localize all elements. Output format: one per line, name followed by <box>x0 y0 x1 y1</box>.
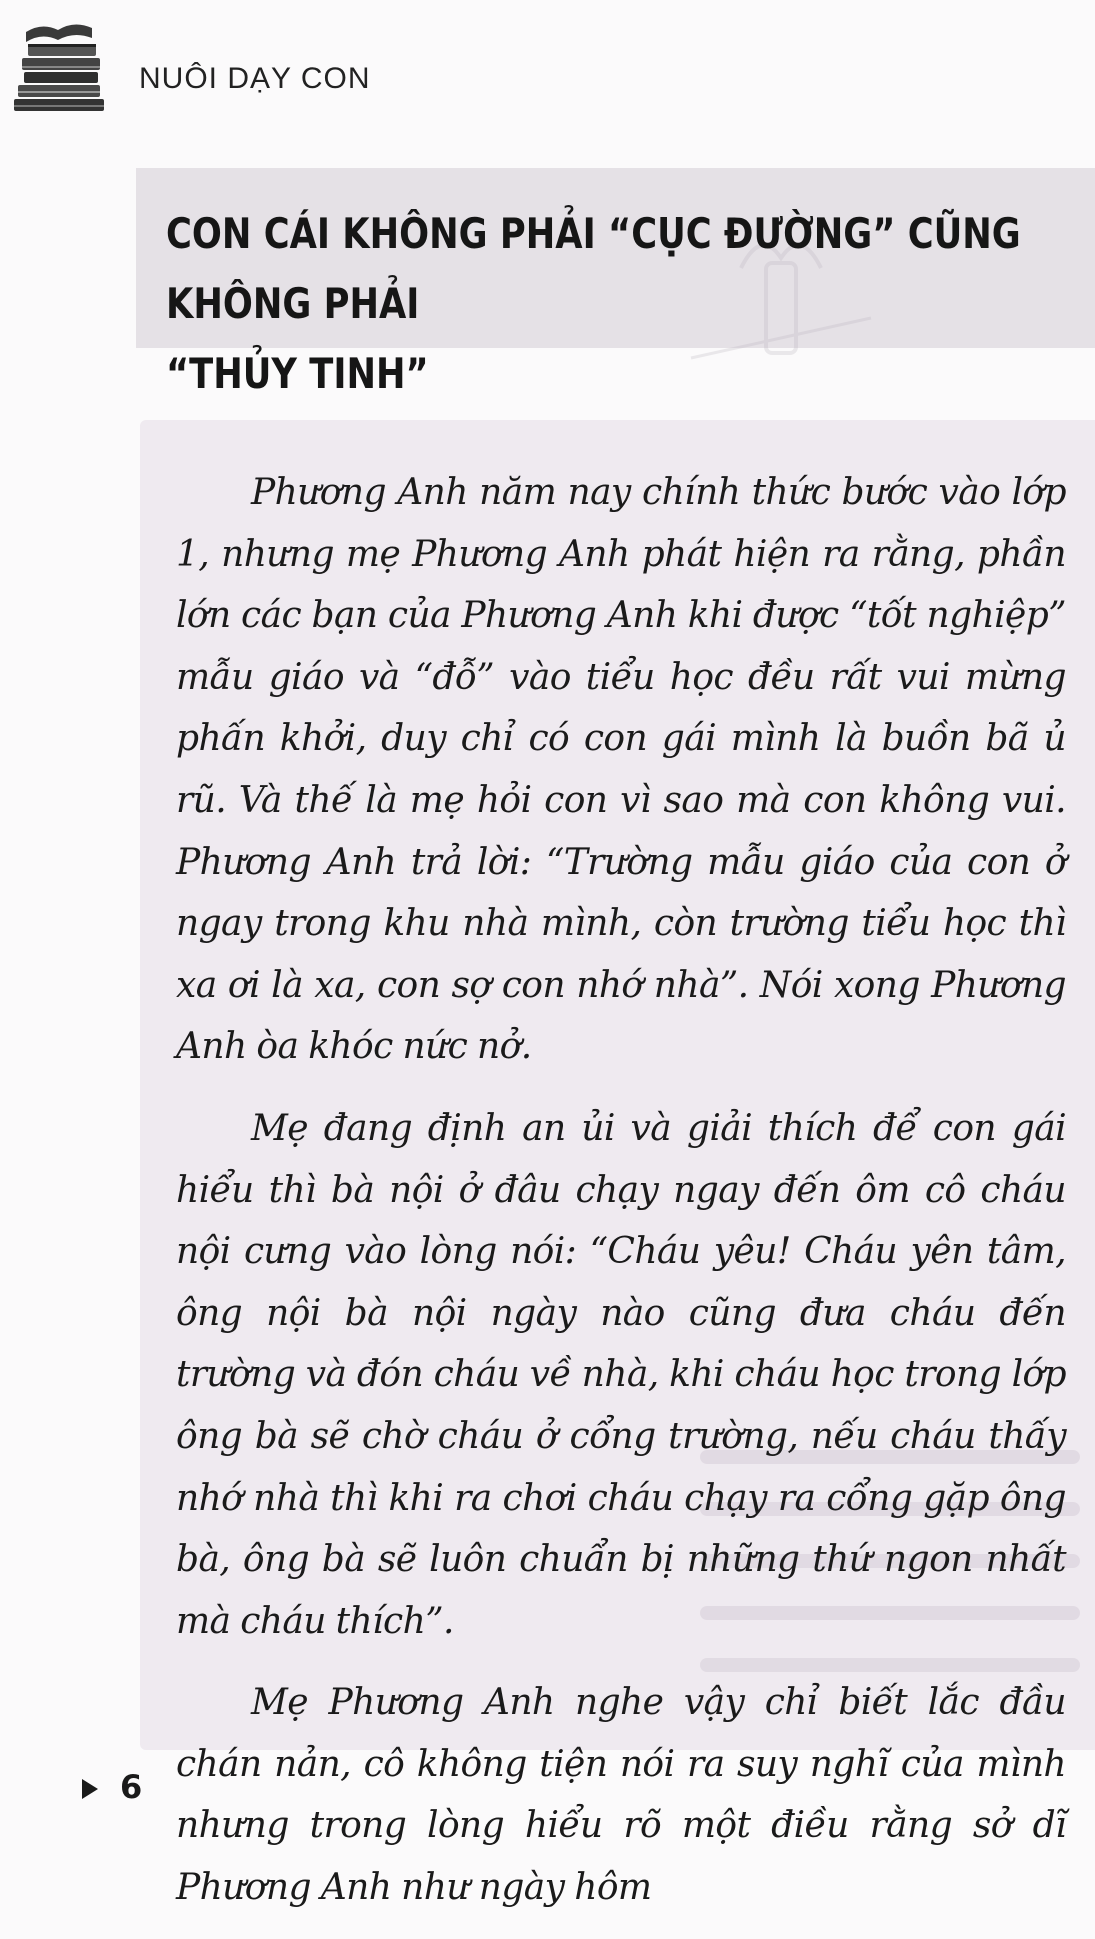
story-panel <box>140 420 1095 1909</box>
story-paragraph-1: Phương Anh năm nay chính thức bước vào lớp 1, nhưng mẹ Phương Anh phát hiện ra rằng, phần lớn các bạn của Phương Anh khi được “tốt nghiệp” mẫu giáo và “đỗ” vào tiểu học đều rất vui mừng phấn khởi, duy chỉ có con gái mình là buồn bã ủ rũ. Và thế là mẹ hỏi con vì sao mà con không vui. Phương Anh trả lời: “Trường mẫu giáo của con ở ngay trong khu nhà mình, còn trường tiểu học thì xa ơi là xa, con sợ con nhớ nhà”. Nói xong Phương Anh òa khóc nức nở. <box>176 472 1066 1068</box>
chapter-title-line-1: CON CÁI KHÔNG PHẢI “CỤC ĐƯỜNG” CŨNG KHÔNG PHẢI <box>166 209 1021 328</box>
story-text <box>176 462 1066 1939</box>
chapter-title-band <box>136 168 1095 398</box>
chapter-title <box>166 199 1095 409</box>
stack-of-books-icon <box>14 18 118 116</box>
page-header <box>14 18 614 118</box>
chapter-title-line-2: “THỦY TINH” <box>166 349 429 398</box>
page-number: 6 <box>120 1768 143 1806</box>
story-paragraph-2: Mẹ đang định an ủi và giải thích để con gái hiểu thì bà nội ở đâu chạy ngay đến ôm cô cháu nội cưng vào lòng nói: “Cháu yêu! Cháu yên tâm, ông nội bà nội ngày nào cũng đưa cháu đến trường và đón cháu về nhà, khi cháu học trong lớp ông bà sẽ chờ cháu ở cổng trường, nếu cháu thấy nhớ nhà thì khi ra chơi cháu chạy ra cổng gặp ông bà, ông bà sẽ luôn chuẩn bị những thứ ngon nhất mà cháu thích”. <box>176 1107 1066 1642</box>
page-arrow-icon <box>82 1779 98 1799</box>
running-title: NUÔI DẠY CON <box>139 62 371 95</box>
story-paragraph-3: Mẹ Phương Anh nghe vậy chỉ biết lắc đầu chán nản, cô không tiện nói ra suy nghĩ của mình nhưng trong lòng hiểu rõ một điều rằng sở dĩ Phương Anh như ngày hôm <box>176 1682 1066 1909</box>
